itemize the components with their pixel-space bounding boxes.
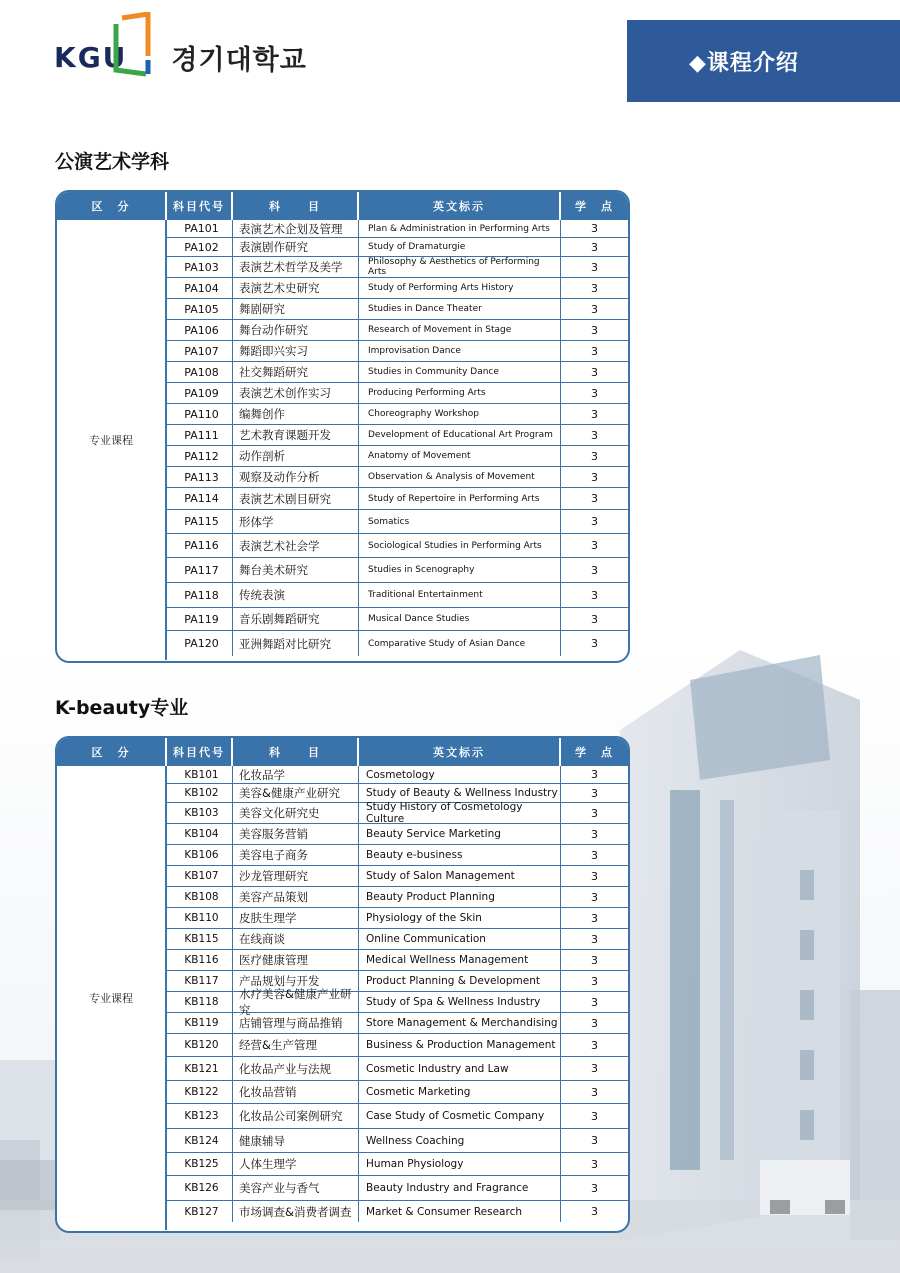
table-row: [167, 631, 628, 656]
table-row: [167, 845, 628, 866]
course-name: 化妆品产业与法规: [233, 1057, 359, 1080]
course-credit: 3: [591, 612, 598, 626]
course-english-name: Somatics: [359, 510, 561, 533]
table-row: [167, 558, 628, 583]
course-code: PA107: [167, 341, 233, 361]
course-name: 亚洲舞蹈对比研究: [233, 631, 359, 656]
course-name: 舞剧研究: [233, 299, 359, 319]
course-name: 在线商谈: [233, 929, 359, 949]
course-name: 产品规划与开发: [233, 971, 359, 991]
course-name: 沙龙管理研究: [233, 866, 359, 886]
course-code: KB119: [167, 1013, 233, 1033]
course-credit: 3: [591, 911, 598, 925]
course-code: PA117: [167, 558, 233, 582]
header-english: 英文标示: [359, 192, 561, 220]
table-row: [167, 299, 628, 320]
course-code: KB124: [167, 1129, 233, 1152]
course-english-name: Case Study of Cosmetic Company: [359, 1104, 561, 1128]
category-cell: 专业课程: [57, 766, 167, 1230]
course-english-name: Research of Movement in Stage: [359, 320, 561, 340]
course-code: PA106: [167, 320, 233, 340]
banner-title: ◆课程介绍: [689, 50, 799, 76]
course-credit: 3: [591, 260, 598, 274]
table-row: [167, 404, 628, 425]
course-name: 舞蹈即兴实习: [233, 341, 359, 361]
course-english-name: Musical Dance Studies: [359, 608, 561, 630]
course-code: KB123: [167, 1104, 233, 1128]
course-english-name: Study of Repertoire in Performing Arts: [359, 488, 561, 509]
course-english-name: Plan & Administration in Performing Arts: [359, 220, 561, 237]
table-header: [57, 192, 628, 220]
course-code: KB121: [167, 1057, 233, 1080]
course-code: KB104: [167, 824, 233, 844]
course-credit: 3: [591, 1181, 598, 1195]
course-name: 表演剧作研究: [233, 238, 359, 256]
course-code: PA115: [167, 510, 233, 533]
course-code: KB106: [167, 845, 233, 865]
course-name: 艺术教育课题开发: [233, 425, 359, 445]
course-credit: 3: [591, 588, 598, 602]
table-row: [167, 425, 628, 446]
course-credit: 3: [591, 281, 598, 295]
table-row: [167, 950, 628, 971]
table-row: [167, 278, 628, 299]
course-english-name: Medical Wellness Management: [359, 950, 561, 970]
course-english-name: Physiology of the Skin: [359, 908, 561, 928]
table-row: [167, 1081, 628, 1104]
course-english-name: Cosmetology: [359, 766, 561, 783]
table-row: [167, 583, 628, 608]
course-name: 观察及动作分析: [233, 467, 359, 487]
course-english-name: Studies in Scenography: [359, 558, 561, 582]
course-name: 水疗美容&健康产业研究: [233, 992, 359, 1012]
course-code: PA119: [167, 608, 233, 630]
course-code: PA104: [167, 278, 233, 298]
course-code: PA105: [167, 299, 233, 319]
course-code: KB127: [167, 1201, 233, 1222]
logo-frame-icon: [112, 12, 152, 78]
course-code: KB117: [167, 971, 233, 991]
course-code: PA103: [167, 257, 233, 277]
course-english-name: Traditional Entertainment: [359, 583, 561, 607]
course-credit: 3: [591, 428, 598, 442]
course-english-name: Human Physiology: [359, 1153, 561, 1175]
table-row: [167, 510, 628, 534]
course-english-name: Study of Dramaturgie: [359, 238, 561, 256]
course-name: 表演艺术社会学: [233, 534, 359, 557]
course-name: 音乐剧舞蹈研究: [233, 608, 359, 630]
course-credit: 3: [591, 539, 598, 552]
table-row: [167, 1176, 628, 1201]
course-code: KB110: [167, 908, 233, 928]
table-row: [167, 1153, 628, 1176]
course-english-name: Beauty Industry and Fragrance: [359, 1176, 561, 1200]
course-code: KB103: [167, 803, 233, 823]
course-name: 市场调查&消费者调查: [233, 1201, 359, 1222]
course-name: 人体生理学: [233, 1153, 359, 1175]
category-cell: 专业课程: [57, 220, 167, 660]
course-english-name: Anatomy of Movement: [359, 446, 561, 466]
course-code: KB120: [167, 1034, 233, 1056]
course-english-name: Producing Performing Arts: [359, 383, 561, 403]
course-credit: 3: [591, 1205, 598, 1218]
course-code: PA112: [167, 446, 233, 466]
course-name: 医疗健康管理: [233, 950, 359, 970]
course-credit: 3: [591, 848, 598, 862]
header-banner: [627, 20, 900, 102]
course-english-name: Market & Consumer Research: [359, 1201, 561, 1222]
course-english-name: Beauty Service Marketing: [359, 824, 561, 844]
course-code: KB115: [167, 929, 233, 949]
table-row: [167, 824, 628, 845]
course-code: KB116: [167, 950, 233, 970]
course-name: 表演艺术哲学及美学: [233, 257, 359, 277]
course-english-name: Beauty e-business: [359, 845, 561, 865]
table-row: [167, 1201, 628, 1222]
table-row: [167, 971, 628, 992]
course-name: 美容产业与香气: [233, 1176, 359, 1200]
course-code: KB126: [167, 1176, 233, 1200]
section-title-k-beauty: K-beauty专业: [55, 697, 189, 719]
table-row: [167, 1104, 628, 1129]
table-row: [167, 608, 628, 631]
table-body: [57, 766, 628, 1230]
course-credit: 3: [591, 869, 598, 883]
course-credit: 3: [591, 1038, 598, 1052]
course-english-name: Store Management & Merchandising: [359, 1013, 561, 1033]
course-name: 美容产品策划: [233, 887, 359, 907]
course-code: KB108: [167, 887, 233, 907]
course-credit: 3: [591, 365, 598, 379]
course-name: 传统表演: [233, 583, 359, 607]
course-english-name: Comparative Study of Asian Dance: [359, 631, 561, 656]
table-row: [167, 766, 628, 784]
course-english-name: Philosophy & Aesthetics of Performing Arts: [359, 257, 561, 277]
course-name: 化妆品公司案例研究: [233, 1104, 359, 1128]
table-row: [167, 257, 628, 278]
table-row: [167, 446, 628, 467]
course-name: 表演艺术剧目研究: [233, 488, 359, 509]
course-credit: 3: [591, 932, 598, 946]
header-credit: 学 点: [575, 200, 614, 213]
course-english-name: Observation & Analysis of Movement: [359, 467, 561, 487]
course-english-name: Studies in Dance Theater: [359, 299, 561, 319]
course-name: 经营&生产管理: [233, 1034, 359, 1056]
course-credit: 3: [591, 995, 598, 1009]
course-credit: 3: [591, 323, 598, 337]
course-credit: 3: [591, 1062, 598, 1075]
course-code: KB107: [167, 866, 233, 886]
course-code: PA116: [167, 534, 233, 557]
table-row: [167, 220, 628, 238]
header-code: 科目代号: [167, 738, 233, 766]
table-header: [57, 738, 628, 766]
course-credit: 3: [591, 407, 598, 421]
course-credit: 3: [591, 1085, 598, 1099]
course-english-name: Sociological Studies in Performing Arts: [359, 534, 561, 557]
table-row: [167, 534, 628, 558]
header-category: 区 分: [57, 738, 167, 766]
table-row: [167, 1057, 628, 1081]
course-english-name: Cosmetic Marketing: [359, 1081, 561, 1103]
table-row: [167, 467, 628, 488]
course-credit: 3: [591, 1157, 598, 1171]
course-english-name: Choreography Workshop: [359, 404, 561, 424]
course-credit: 3: [591, 806, 598, 820]
course-name: 店铺管理与商品推销: [233, 1013, 359, 1033]
course-name: 健康辅导: [233, 1129, 359, 1152]
course-name: 美容文化研究史: [233, 803, 359, 823]
logo-kgu-text: KGU: [54, 40, 128, 74]
course-code: PA120: [167, 631, 233, 656]
table-row: [167, 887, 628, 908]
course-english-name: Product Planning & Development: [359, 971, 561, 991]
course-code: PA109: [167, 383, 233, 403]
table-row: [167, 362, 628, 383]
course-credit: 3: [591, 344, 598, 358]
table-row: [167, 341, 628, 362]
course-name: 美容&健康产业研究: [233, 784, 359, 802]
header-english: 英文标示: [359, 738, 561, 766]
course-code: KB102: [167, 784, 233, 802]
course-code: PA110: [167, 404, 233, 424]
course-code: KB118: [167, 992, 233, 1012]
course-code: PA101: [167, 220, 233, 237]
table-rows: [167, 220, 628, 660]
course-english-name: Study of Salon Management: [359, 866, 561, 886]
course-english-name: Beauty Product Planning: [359, 887, 561, 907]
course-english-name: Business & Production Management: [359, 1034, 561, 1056]
course-credit: 3: [591, 637, 598, 650]
course-english-name: Study of Spa & Wellness Industry: [359, 992, 561, 1012]
course-credit: 3: [591, 786, 598, 800]
table-row: [167, 929, 628, 950]
header-code: 科目代号: [167, 192, 233, 220]
course-code: KB122: [167, 1081, 233, 1103]
course-credit: 3: [591, 768, 598, 781]
course-name: 动作剖析: [233, 446, 359, 466]
course-credit: 3: [591, 515, 598, 528]
course-name: 编舞创作: [233, 404, 359, 424]
table-row: [167, 1129, 628, 1153]
course-credit: 3: [591, 1134, 598, 1147]
course-credit: 3: [591, 492, 598, 505]
course-english-name: Improvisation Dance: [359, 341, 561, 361]
table-row: [167, 803, 628, 824]
course-credit: 3: [591, 222, 598, 235]
header-credit: 学 点: [575, 746, 614, 759]
course-credit: 3: [591, 974, 598, 988]
course-credit: 3: [591, 240, 598, 254]
course-name: 表演艺术创作实习: [233, 383, 359, 403]
course-code: PA113: [167, 467, 233, 487]
table-row: [167, 238, 628, 257]
course-credit: 3: [591, 890, 598, 904]
course-name: 化妆品营销: [233, 1081, 359, 1103]
header-category: 区 分: [57, 192, 167, 220]
course-credit: 3: [591, 449, 598, 463]
course-name: 美容服务营销: [233, 824, 359, 844]
course-english-name: Development of Educational Art Program: [359, 425, 561, 445]
course-code: KB125: [167, 1153, 233, 1175]
course-name: 形体学: [233, 510, 359, 533]
kgu-logo: [54, 22, 307, 92]
course-credit: 3: [591, 1109, 598, 1123]
logo-korean-text: 경기대학교: [171, 44, 307, 76]
course-code: PA102: [167, 238, 233, 256]
course-code: PA111: [167, 425, 233, 445]
table-row: [167, 488, 628, 510]
header-subject: 科 目: [233, 738, 359, 766]
course-english-name: Online Communication: [359, 929, 561, 949]
course-english-name: Studies in Community Dance: [359, 362, 561, 382]
course-english-name: Study of Beauty & Wellness Industry: [359, 784, 561, 802]
table-row: [167, 987, 628, 1017]
course-name: 美容电子商务: [233, 845, 359, 865]
course-table-performing-arts: [55, 190, 630, 663]
course-name: 皮肤生理学: [233, 908, 359, 928]
course-table-k-beauty: [55, 736, 630, 1233]
course-credit: 3: [591, 470, 598, 484]
course-english-name: Wellness Coaching: [359, 1129, 561, 1152]
table-rows: [167, 766, 628, 1230]
course-credit: 3: [591, 302, 598, 316]
table-row: [167, 383, 628, 404]
table-body: [57, 220, 628, 660]
course-code: PA108: [167, 362, 233, 382]
course-code: PA114: [167, 488, 233, 509]
table-row: [167, 1034, 628, 1057]
course-credit: 3: [591, 386, 598, 400]
table-row: [167, 866, 628, 887]
table-row: [167, 320, 628, 341]
table-row: [167, 1013, 628, 1034]
course-english-name: Study History of Cosmetology Culture: [359, 803, 561, 823]
course-name: 表演艺术史研究: [233, 278, 359, 298]
course-name: 舞台动作研究: [233, 320, 359, 340]
course-name: 舞台美术研究: [233, 558, 359, 582]
section-title-performing-arts: 公演艺术学科: [55, 151, 170, 173]
course-credit: 3: [591, 827, 598, 841]
course-code: PA118: [167, 583, 233, 607]
course-english-name: Cosmetic Industry and Law: [359, 1057, 561, 1080]
course-english-name: Study of Performing Arts History: [359, 278, 561, 298]
course-credit: 3: [591, 563, 598, 577]
course-credit: 3: [591, 1016, 598, 1030]
course-name: 社交舞蹈研究: [233, 362, 359, 382]
table-row: [167, 908, 628, 929]
course-name: 表演艺术企划及管理: [233, 220, 359, 237]
course-credit: 3: [591, 953, 598, 967]
course-name: 化妆品学: [233, 766, 359, 783]
course-code: KB101: [167, 766, 233, 783]
header-subject: 科 目: [233, 192, 359, 220]
